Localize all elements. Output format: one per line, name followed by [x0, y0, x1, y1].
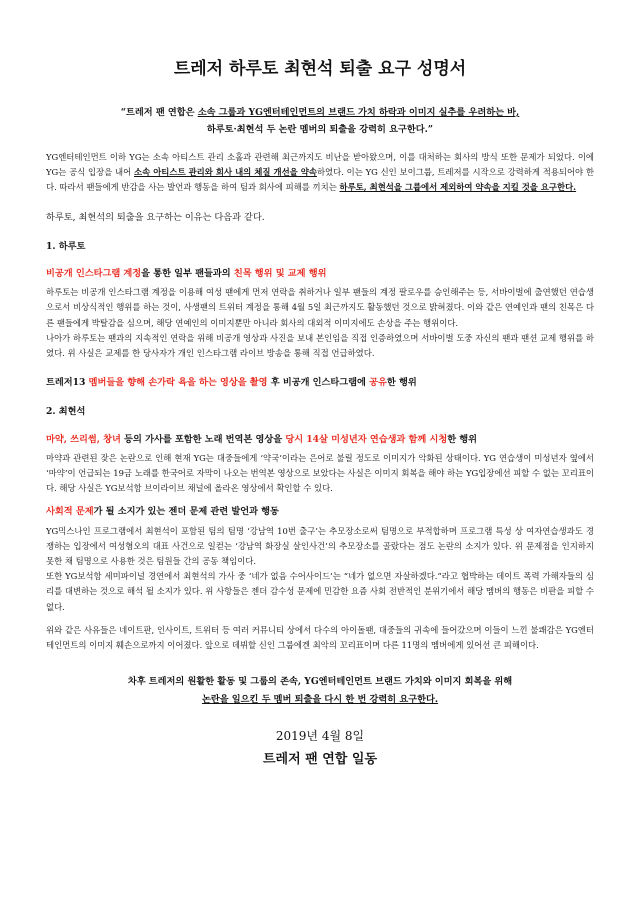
summary-paragraph: 위와 같은 사유들은 네이트판, 인사이트, 트위터 등 여러 커뮤니티 상에서 다수의 아이돌팬, 대중들의 귀속에 들어갔으며 이들이 느낀 불쾌감은 YG엔터테인먼트의 이미지 훼손으로까지 이어졌다. 앞으로 데뷔할 신인 그룹에겐 최악의 꼬리표이며 다른 11명의 멤버에게 있어선 큰 피해이다. — [46, 624, 594, 651]
intro-paragraph — [46, 150, 594, 196]
issue-text: 가 될 소지가 있는 젠더 문제 관련 발언과 행동 — [93, 506, 279, 518]
document-title: 트레저 하루토 최현석 퇴출 요구 성명서 — [173, 59, 467, 79]
issue-text: 등의 가사를 포함한 노래 번역본 영상을 — [120, 433, 286, 445]
haruto-issue-1 — [46, 266, 594, 281]
intro-text: 하였다. 이는 YG 신인 보이그룹, 트레저를 시작으로 강력하게 적용되어야 한다. 따라서 팬들에게 반감을 사는 발언과 행동을 하여 팀과 회사에 피해를 끼치는 — [46, 167, 594, 193]
issue-text: 후 비공개 인스타그램에 — [267, 377, 370, 389]
intro-emphasis: 하루토, 최현석을 그룹에서 제외하여 약속을 지킬 것을 요구한다. — [339, 182, 577, 193]
choi-issue-2 — [46, 504, 594, 519]
haruto-issue-2 — [46, 375, 594, 390]
choi-issue-1 — [46, 432, 594, 447]
issue-text: 을 통한 일부 팬들과의 — [141, 268, 234, 280]
closing-line-1: 차후 트레저의 원활한 활동 및 그룹의 존속, YG엔터테인먼트 브랜드 가치와 이미지 회복을 위해 — [127, 676, 513, 688]
quote-line-1 — [46, 104, 594, 121]
choi-paragraph-2: YG믹스나인 프로그램에서 최현석이 포함된 팀의 팀명 ‘강남역 10번 출구’는 추모장소로써 팀명으로 부적합하며 프로그램 특성 상 여자연습생과도 경쟁하는 입장에서 여성혐오의 대표 사건으로 일컫는 ‘강남역 화장실 살인사건’의 추모장소를 골랐다는 점도 논란의 소지가 있다. 위 문제점을 인지하지 못한 채 팀명으로 사용한 것은 팀원들 간의 공동 책임이다. — [46, 525, 594, 567]
quote-text: “트레저 팬 연합은 — [120, 107, 198, 118]
lead-quote — [46, 104, 594, 138]
intro-emphasis: 소속 아티스트 관리와 회사 내의 체질 개선을 약속 — [134, 167, 317, 178]
closing-line-2: 논란을 일으킨 두 멤버 퇴출을 다시 한 번 강력히 요구한다. — [201, 694, 439, 706]
intro-text: YG엔터테인먼트 이하 YG는 소속 아티스트 관리 소홀과 관련해 최근까지도 비난을 받아왔으며, 이를 대처하는 회사의 방식 또한 문제가 되었다. 이에 YG는 공식 입장을 내어 — [46, 152, 594, 178]
signatory: 트레저 팬 연합 일동 — [262, 752, 378, 768]
reason-lead: 하루토, 최현석의 퇴출을 요구하는 이유는 다음과 같다. — [46, 211, 265, 223]
issue-text: 한 행위 — [386, 377, 417, 389]
highlight-text: 당시 14살 미성년자 연습생과 함께 시청 — [285, 433, 448, 445]
choi-paragraph-1: 마약과 관련된 잦은 논란으로 인해 현재 YG는 대중들에게 ‘약국’이라는 은어로 불릴 정도로 이미지가 악화된 상태이다. YG 연습생이 미성년자 옆에서 ‘마약’이 언급되는 19금 노래를 한국어로 자막이 나오는 번역본 영상으로 보았다는 사실은 이미지 회복을 해야 하는 YG입장에선 피할 수 없는 꼬리표이다. 해당 사실은 YG보석함 브이라이브 채널에 올라온 영상에서 확인할 수 있다. — [46, 452, 595, 494]
statement-date: 2019년 4월 8일 — [275, 729, 365, 744]
highlight-text: 사회적 문제 — [46, 506, 94, 518]
closing-statement — [46, 673, 594, 709]
section-heading-haruto: 1. 하루토 — [46, 240, 86, 252]
highlight-text: 공유 — [369, 377, 387, 389]
highlight-text: 비공개 인스타그램 계정 — [46, 268, 142, 280]
choi-paragraph-3: 또한 YG보석함 세미파이널 경연에서 최현석의 가사 중 ‘네가 없음 수어사이드’는 “네가 없으면 자살하겠다.”라고 협박하는 데이트 폭력 가해자들의 심리를 대변하는 것으로 해석 될 소지가 있다. 위 사항들은 젠더 감수성 문제에 민감한 요즘 사회 전반적인 분위기에서 해당 멤버의 행동은 비판을 피할 수 없다. — [46, 571, 595, 612]
highlight-text: 멤버들을 향해 손가락 욕을 하는 영상을 촬영 — [88, 377, 268, 389]
highlight-text: 친목 행위 및 교제 행위 — [233, 268, 327, 280]
haruto-paragraph-1: 하루토는 비공개 인스타그램 계정을 이용해 여성 팬에게 먼저 연락을 취하거나 일부 팬들의 계정 팔로우를 승인해주는 등, 서바이벌에 출연했던 연습생으로서 비상식적인 행위를 하는 것이, 사생팬의 트위터 계정을 통해 4월 5일 최근까지도 활동했던 것으로 밝혀졌다. 이와 같은 연예인과 팬의 친목은 다른 팬들에게 박탈감을 심으며, 해당 연예인의 이미지뿐만 아니라 회사의 대외적 이미지에도 손상을 주는 행위이다. — [46, 287, 594, 328]
highlight-text: 마약, 쓰리썸, 창녀 — [46, 433, 121, 445]
quote-emphasis: 소속 그룹과 YG엔터테인먼트의 브랜드 가치 하락과 이미지 실추를 우려하는 바, — [197, 107, 520, 118]
issue-text: 한 행위 — [447, 433, 478, 445]
quote-line-2: 하루토·최현석 두 논란 멤버의 퇴출을 강력히 요구한다.” — [206, 124, 434, 135]
haruto-paragraph-2: 나아가 하루토는 팬과의 지속적인 연락을 위해 비공개 영상과 사진을 보내 본인임을 직접 인증하였으며 서바이벌 도중 자신의 팬과 팬션 교제 행위를 하였다. 위 사실은 교제를 한 당사자가 개인 인스타그램 라이브 방송을 통해 직접 언급하였다. — [46, 332, 594, 359]
section-heading-choi: 2. 최현석 — [46, 406, 86, 418]
issue-text: 트레저13 — [46, 377, 89, 389]
